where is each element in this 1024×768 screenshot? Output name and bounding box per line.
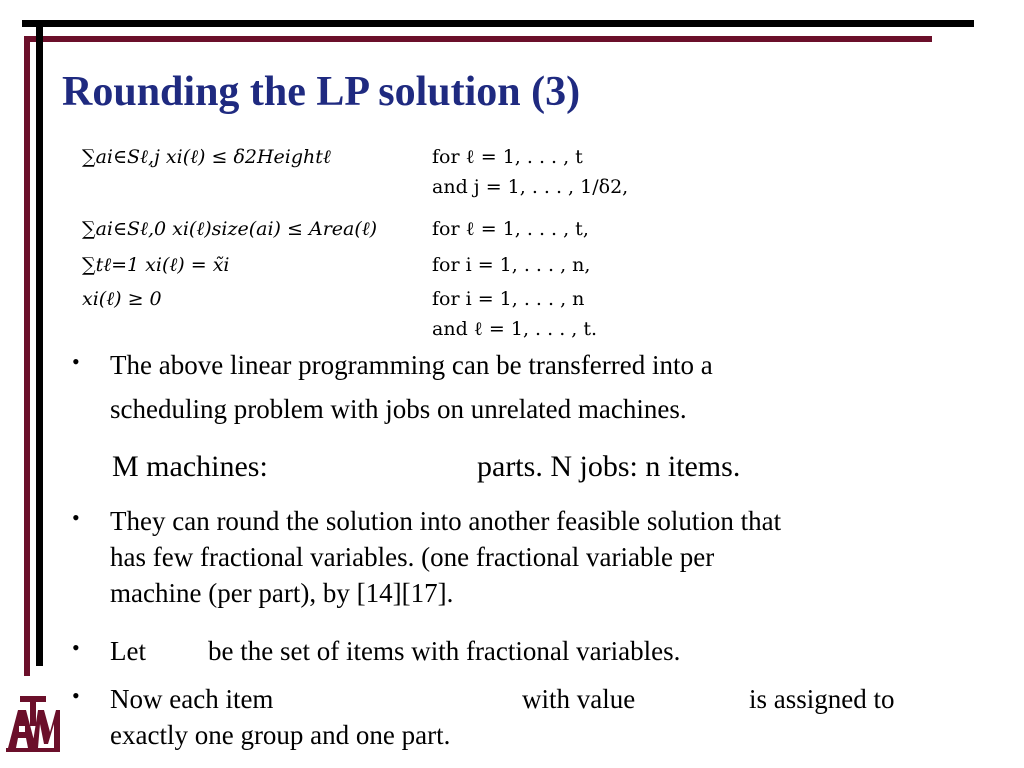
- bullet-text: has few fractional variables. (one fractional variable per: [110, 542, 715, 572]
- left-maroon-rule: [24, 36, 30, 676]
- bullet-text: Let: [110, 636, 146, 666]
- bullet-dot: •: [72, 505, 80, 530]
- atm-logo: [6, 694, 60, 752]
- bullet-dot: •: [72, 349, 80, 374]
- parts-label: parts. N jobs: n items.: [477, 450, 741, 483]
- parts-line: [477, 446, 740, 489]
- bullet-dot: •: [72, 683, 80, 708]
- bullet-text: Now each item: [110, 684, 274, 714]
- bullet-dot: •: [72, 635, 80, 660]
- lp-rhs-cont: and j = 1, . . . , 1/δ2,: [432, 176, 629, 198]
- machines-label: M machines:: [112, 450, 268, 483]
- bullet-text: exactly one group and one part.: [110, 720, 451, 750]
- left-black-rule: [36, 20, 43, 666]
- lp-lhs: ∑ai∈Sℓ,0 xi(ℓ)size(ai) ≤ Area(ℓ): [82, 218, 378, 240]
- top-maroon-rule: [24, 36, 932, 42]
- bullet-text: machine (per part), by [14][17].: [110, 578, 454, 608]
- lp-rhs: for i = 1, . . . , n: [432, 288, 585, 310]
- top-black-rule: [22, 20, 974, 27]
- bullet-text: be the set of items with fractional variables.: [208, 636, 681, 666]
- lp-lhs: ∑ai∈Sℓ,j xi(ℓ) ≤ δ2Heightℓ: [82, 146, 331, 168]
- bullet-text: with value: [522, 684, 636, 714]
- lp-rhs-cont: and ℓ = 1, . . . , t.: [432, 318, 598, 340]
- lp-rhs: for ℓ = 1, . . . , t: [432, 146, 583, 168]
- lp-rhs: for ℓ = 1, . . . , t,: [432, 218, 589, 240]
- lp-rhs: for i = 1, . . . , n,: [432, 254, 591, 276]
- bullet-text: scheduling problem with jobs on unrelated machines.: [110, 394, 687, 424]
- lp-lhs: ∑tℓ=1 xi(ℓ) = x̃i: [82, 254, 230, 276]
- lp-lhs: xi(ℓ) ≥ 0: [82, 288, 162, 310]
- machines-line: [112, 446, 268, 489]
- slide-title: Rounding the LP solution (3): [62, 69, 581, 115]
- bullet-text: is assigned to: [749, 684, 895, 714]
- bullet-text: The above linear programming can be transferred into a: [110, 350, 713, 380]
- bullet-text: They can round the solution into another feasible solution that: [110, 506, 782, 536]
